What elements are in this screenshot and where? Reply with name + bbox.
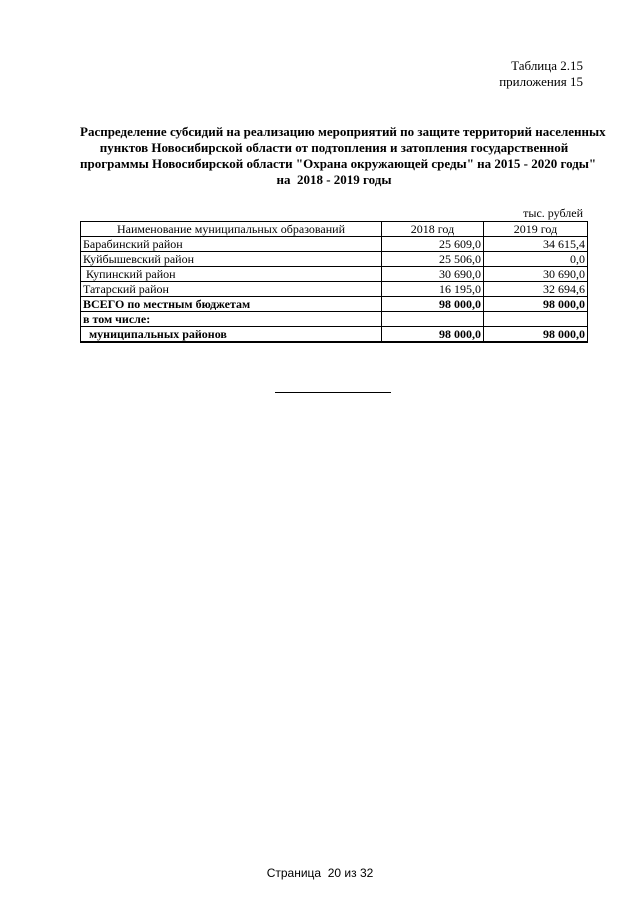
table-reference: [499, 58, 583, 90]
title-line: программы Новосибирской области "Охрана окружающей среды" на 2015 - 2020 годы": [80, 156, 597, 171]
title-line: Распределение субсидий на реализацию мероприятий по защите территорий населенных: [80, 124, 606, 139]
separator-line: [275, 392, 391, 393]
title-line: пунктов Новосибирской области от подтопления и затопления государственной: [99, 140, 569, 155]
table-number: Таблица 2.15: [511, 58, 583, 73]
document-title: [80, 124, 606, 188]
appendix-number: приложения 15: [499, 74, 583, 89]
table-row: [81, 267, 588, 282]
column-header-2019: 2019 год: [484, 222, 588, 237]
total-label: ВСЕГО по местным бюджетам: [81, 297, 382, 312]
table-header-row: [81, 222, 588, 237]
row-value-2018: 25 609,0: [382, 237, 484, 252]
row-name: Куйбышевский район: [81, 252, 382, 267]
title-line: на 2018 - 2019 годы: [276, 172, 392, 187]
total-row: [81, 297, 588, 312]
table-row: [81, 237, 588, 252]
subsidy-table: [80, 221, 588, 343]
page-number: Страница 20 из 32: [266, 866, 374, 880]
total-value-2018: 98 000,0: [382, 297, 484, 312]
row-value-2018: 16 195,0: [382, 282, 484, 297]
total-value-2019: 98 000,0: [484, 297, 588, 312]
including-value-2019: [484, 312, 588, 327]
row-name: Купинский район: [81, 267, 382, 282]
column-header-2018: 2018 год: [382, 222, 484, 237]
row-value-2018: 25 506,0: [382, 252, 484, 267]
municipal-districts-row: [81, 327, 588, 343]
including-label: в том числе:: [81, 312, 382, 327]
including-row: [81, 312, 588, 327]
column-header-name: Наименование муниципальных образований: [81, 222, 382, 237]
including-value-2018: [382, 312, 484, 327]
municipal-label: муниципальных районов: [81, 327, 382, 343]
table-row: [81, 252, 588, 267]
row-value-2019: 30 690,0: [484, 267, 588, 282]
municipal-value-2019: 98 000,0: [484, 327, 588, 343]
row-value-2019: 34 615,4: [484, 237, 588, 252]
row-value-2019: 32 694,6: [484, 282, 588, 297]
municipal-value-2018: 98 000,0: [382, 327, 484, 343]
row-name: Татарский район: [81, 282, 382, 297]
units-label: тыс. рублей: [523, 206, 583, 220]
row-name: Барабинский район: [81, 237, 382, 252]
table-row: [81, 282, 588, 297]
row-value-2018: 30 690,0: [382, 267, 484, 282]
row-value-2019: 0,0: [484, 252, 588, 267]
